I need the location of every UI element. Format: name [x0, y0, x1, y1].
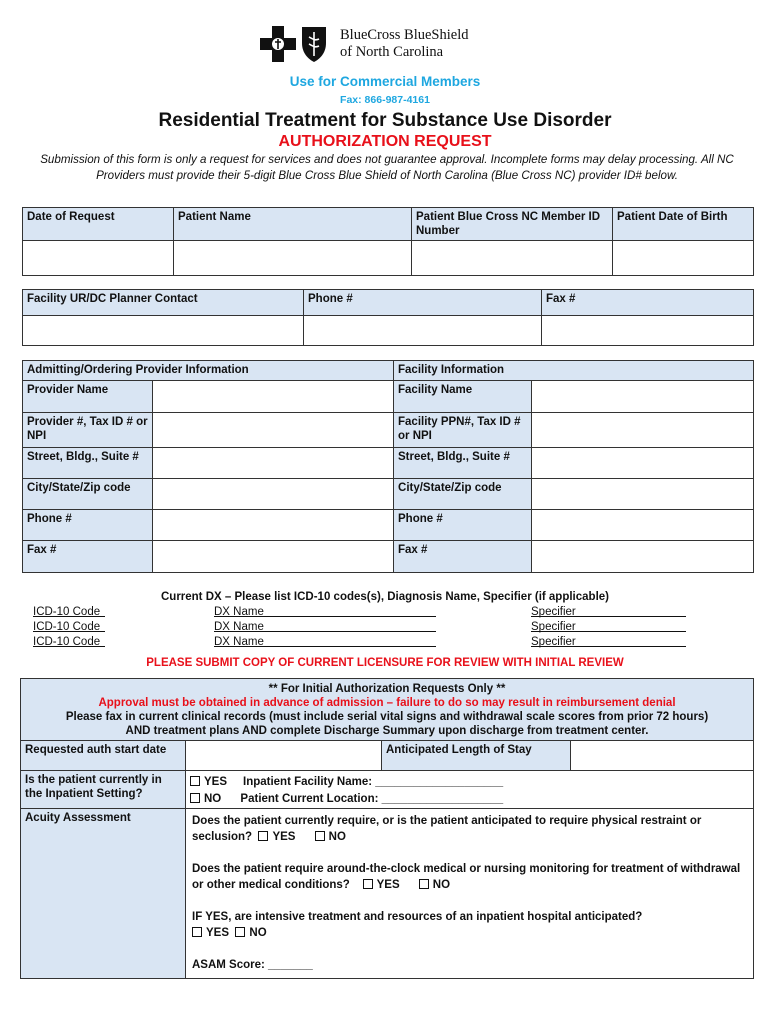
dx-name-field[interactable] [214, 621, 436, 632]
acuity-assessment-cell [186, 809, 754, 979]
patient-name-label: Patient Name [174, 208, 412, 241]
icd-code-label: ICD-10 Code [33, 636, 101, 648]
facility-id-label: Facility PPN#, Tax ID # or NPI [394, 413, 532, 448]
form-subtitle: AUTHORIZATION REQUEST [278, 133, 492, 150]
clinical-records-instruction: Please fax in current clinical records (must include serial vital signs and withdrawal scale scores from prior 72 hours) [65, 711, 709, 723]
contact-phone-label: Phone # [304, 290, 542, 316]
planner-contact-label: Facility UR/DC Planner Contact [23, 290, 304, 316]
requested-start-label: Requested auth start date [21, 741, 186, 771]
facility-id-field[interactable] [532, 413, 754, 448]
anticipated-length-label: Anticipated Length of Stay [382, 741, 571, 771]
dx-name-field[interactable] [214, 636, 436, 647]
requested-start-field[interactable] [186, 741, 382, 771]
inpatient-yes-label: YES [204, 776, 228, 788]
inpatient-no-label: NO [204, 793, 222, 805]
specifier-label: Specifier [531, 606, 576, 618]
icd-code-field[interactable] [33, 621, 105, 632]
contact-table [22, 289, 754, 346]
contact-phone-field[interactable] [304, 316, 542, 346]
org-name-line1: BlueCross BlueShield [340, 27, 469, 43]
patient-name-field[interactable] [174, 241, 412, 276]
provider-street-field[interactable] [153, 448, 394, 479]
facility-city-field[interactable] [532, 479, 754, 510]
monitoring-no-checkbox[interactable] [419, 879, 429, 889]
patient-table [22, 207, 754, 276]
provider-city-field[interactable] [153, 479, 394, 510]
diagnosis-row [33, 636, 743, 651]
org-name-line2: of North Carolina [340, 44, 444, 60]
facility-phone-field[interactable] [532, 510, 754, 541]
inpatient-resources-question: IF YES, are intensive treatment and resources of an inpatient hospital anticipated? [192, 911, 643, 923]
monitoring-no-label: NO [432, 879, 451, 891]
dx-name-label: DX Name [214, 636, 264, 648]
provider-phone-label: Phone # [23, 510, 153, 541]
dob-field[interactable] [613, 241, 754, 276]
initial-auth-table [20, 678, 754, 979]
specifier-field[interactable] [531, 621, 686, 632]
anticipated-length-field[interactable] [571, 741, 754, 771]
contact-fax-label: Fax # [542, 290, 754, 316]
acuity-assessment-label: Acuity Assessment [21, 809, 186, 979]
inpatient-no-checkbox[interactable] [190, 793, 200, 803]
restraint-no-label: NO [328, 831, 346, 843]
fax-number: Fax: 866-987-4161 [340, 94, 430, 106]
specifier-field[interactable] [531, 606, 686, 617]
initial-auth-heading: ** For Initial Authorization Requests Only ** [268, 683, 506, 695]
diagnosis-row [33, 621, 743, 636]
icd-code-label: ICD-10 Code [33, 621, 101, 633]
member-id-label: Patient Blue Cross NC Member ID Number [412, 208, 613, 241]
facility-phone-label: Phone # [394, 510, 532, 541]
provider-fax-field[interactable] [153, 541, 394, 573]
facility-name-label: Facility Name [394, 381, 532, 413]
restraint-no-checkbox[interactable] [315, 831, 325, 841]
icd-code-field[interactable] [33, 636, 105, 647]
facility-fax-label: Fax # [394, 541, 532, 573]
member-id-field[interactable] [412, 241, 613, 276]
specifier-label: Specifier [531, 636, 576, 648]
inpatient-answer-cell [186, 771, 754, 809]
diagnosis-row [33, 606, 743, 621]
restraint-question: Does the patient currently require, or is the patient anticipated to require physical restraint or seclusion? [192, 815, 702, 843]
licensure-notice: PLEASE SUBMIT COPY OF CURRENT LICENSURE FOR REVIEW WITH INITIAL REVIEW [146, 657, 624, 669]
resources-no-label: NO [249, 927, 267, 939]
facility-city-label: City/State/Zip code [394, 479, 532, 510]
provider-street-label: Street, Bldg., Suite # [23, 448, 153, 479]
resources-no-checkbox[interactable] [235, 927, 245, 937]
inpatient-facility-name: Inpatient Facility Name: ____________________ [243, 776, 504, 788]
restraint-yes-label: YES [272, 831, 296, 843]
facility-info-header: Facility Information [394, 361, 754, 381]
patient-current-location: Patient Current Location: ___________________ [240, 793, 504, 805]
resources-yes-label: YES [206, 927, 230, 939]
treatment-plans-instruction: AND treatment plans AND complete Discharge Summary upon discharge from treatment center. [125, 725, 649, 737]
icd-code-field[interactable] [33, 606, 105, 617]
facility-name-field[interactable] [532, 381, 754, 413]
approval-warning: Approval must be obtained in advance of admission – failure to do so may result in reimbursement denial [98, 697, 676, 709]
initial-auth-header [21, 679, 754, 741]
provider-name-field[interactable] [153, 381, 394, 413]
planner-contact-field[interactable] [23, 316, 304, 346]
restraint-yes-checkbox[interactable] [258, 831, 268, 841]
provider-id-label: Provider #, Tax ID # or NPI [23, 413, 153, 448]
facility-street-label: Street, Bldg., Suite # [394, 448, 532, 479]
icd-code-label: ICD-10 Code [33, 606, 101, 618]
cross-shield-icon [260, 22, 332, 66]
asam-score[interactable]: ASAM Score: _______ [192, 959, 313, 971]
resources-yes-checkbox[interactable] [192, 927, 202, 937]
provider-info-header: Admitting/Ordering Provider Information [23, 361, 394, 381]
facility-fax-field[interactable] [532, 541, 754, 573]
provider-fax-label: Fax # [23, 541, 153, 573]
bcbs-logo [260, 22, 469, 66]
use-for-label: Use for Commercial Members [289, 74, 481, 89]
dx-name-label: DX Name [214, 606, 264, 618]
inpatient-question-label: Is the patient currently in the Inpatient Setting? [21, 771, 186, 809]
diagnosis-title: Current DX – Please list ICD-10 codes(s), Diagnosis Name, Specifier (if applicable) [160, 591, 609, 603]
dx-name-label: DX Name [214, 621, 264, 633]
monitoring-question: Does the patient require around-the-clock medical or nursing monitoring for treatment of withdrawal or other medical conditions? [192, 863, 741, 891]
dob-label: Patient Date of Birth [613, 208, 754, 241]
monitoring-yes-checkbox[interactable] [363, 879, 373, 889]
form-title: Residential Treatment for Substance Use Disorder [158, 110, 612, 131]
specifier-label: Specifier [531, 621, 576, 633]
dx-name-field[interactable] [214, 606, 436, 617]
date-of-request-field[interactable] [23, 241, 174, 276]
provider-id-field[interactable] [153, 413, 394, 448]
inpatient-yes-checkbox[interactable] [190, 776, 200, 786]
provider-name-label: Provider Name [23, 381, 153, 413]
intro-text: Submission of this form is only a request for services and does not guarantee approval. Incomplete forms may delay processing. All NC Providers must provide their 5-digit Blue Cross Blue Shield of North Carolina (Blue Cross NC) provider ID# below. [40, 153, 734, 182]
facility-street-field[interactable] [532, 448, 754, 479]
provider-facility-table [22, 360, 754, 573]
contact-fax-field[interactable] [542, 316, 754, 346]
monitoring-yes-label: YES [376, 879, 400, 891]
provider-city-label: City/State/Zip code [23, 479, 153, 510]
provider-phone-field[interactable] [153, 510, 394, 541]
specifier-field[interactable] [531, 636, 686, 647]
date-of-request-label: Date of Request [23, 208, 174, 241]
